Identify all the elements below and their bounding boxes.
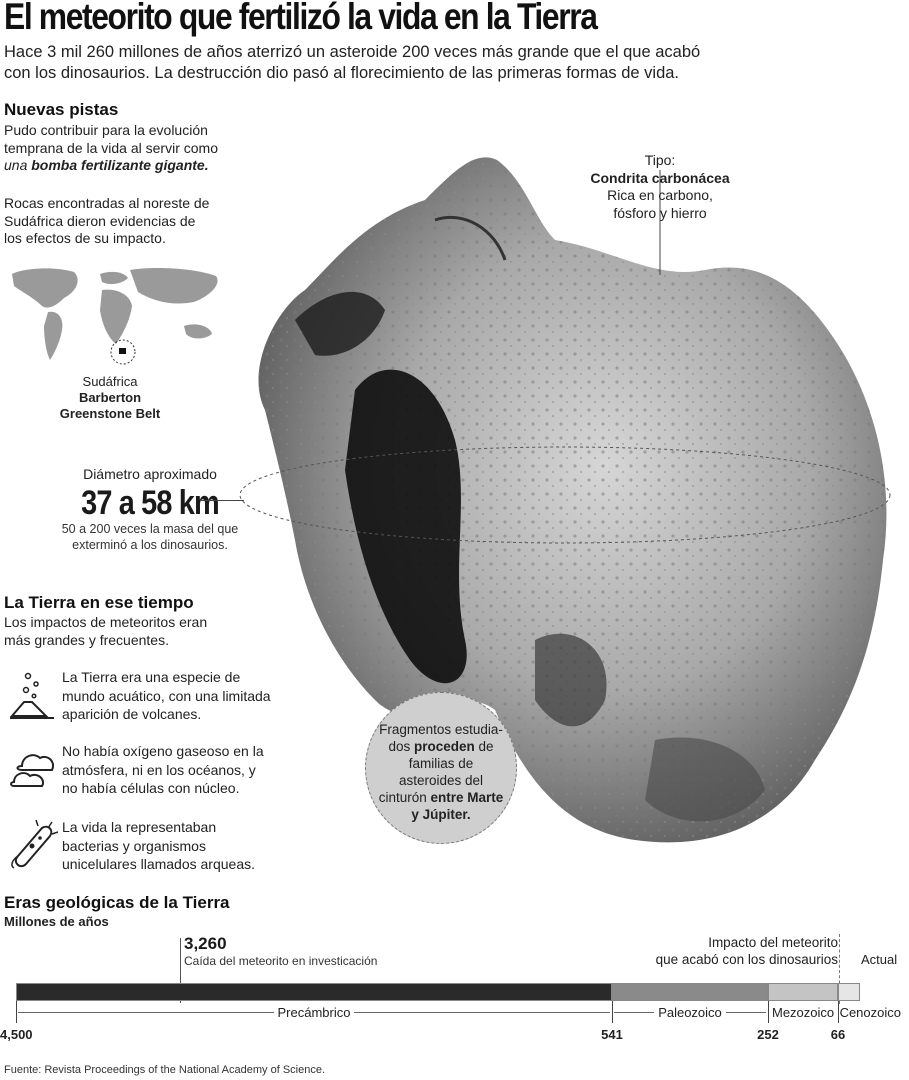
tipo-desc-1: Rica en carbono,	[607, 187, 713, 203]
tipo-block	[560, 152, 760, 222]
era-tick	[768, 1001, 769, 1023]
bacteria-icon	[8, 818, 58, 872]
fragmentos-t2: proceden	[413, 739, 475, 754]
fragmentos-text	[376, 721, 506, 823]
era-bar-cenozoico	[838, 983, 860, 1001]
diametro-value: 37 a 58 km	[81, 483, 219, 522]
era-tick-label: 66	[830, 1027, 846, 1042]
era-tick	[838, 1001, 839, 1023]
diametro-block	[50, 466, 250, 553]
cloud-icon	[8, 742, 58, 796]
pistas-paragraph-1	[4, 122, 244, 175]
tipo-label: Tipo:	[644, 152, 676, 168]
era-label: Mezozoico	[768, 1005, 838, 1020]
era-tick-label: 541	[601, 1027, 623, 1042]
era-bar-precámbrico	[16, 983, 612, 1001]
volcano-icon	[8, 668, 58, 722]
tierra-item-3	[8, 818, 278, 878]
tierra-item-text: No había oxígeno gaseoso en la atmósfera, ni en los océanos, y no había células con núcleo.	[62, 743, 264, 796]
page-title: El meteorito que fertilizó la vida en la Tierra	[4, 0, 597, 37]
tierra-item-text: La Tierra era una especie de mundo acuático, con una limitada aparición de volcanes.	[62, 669, 271, 722]
tierra-item-2	[8, 742, 278, 802]
era-tick	[16, 1001, 17, 1023]
era-tick	[612, 1001, 613, 1023]
dino-impact-block	[640, 934, 838, 968]
impact-value: 3,260	[184, 934, 227, 953]
era-bar-paleozoico	[612, 983, 768, 1001]
era-tick-label: 252	[757, 1027, 779, 1042]
pistas-strong: bomba fertilizante gigante.	[31, 157, 209, 173]
world-map	[4, 262, 236, 372]
era-bar-mezozoico	[768, 983, 838, 1001]
tipo-desc-2: fósforo y hierro	[613, 204, 707, 221]
fragmentos-t3: de familias de asteroides del cinturón	[378, 739, 494, 805]
map-labels	[50, 374, 170, 422]
era-label: Precámbrico	[274, 1005, 355, 1020]
map-label-place: Barberton	[78, 390, 142, 405]
tierra-item-1	[8, 668, 278, 728]
eras-subheading: Millones de años	[4, 914, 109, 929]
tierra-intro: Los impactos de meteoritos eran más grandes y frecuentes.	[4, 614, 208, 648]
pistas-heading: Nuevas pistas	[4, 100, 119, 119]
era-label: Paleozoico	[654, 1005, 726, 1020]
page-subtitle: Hace 3 mil 260 millones de años aterrizó un asteroide 200 veces más grande que el que acabó con los dinosaurios. La destrucción dio pasó al florecimiento de las primeras formas de vida.	[4, 43, 701, 82]
impact-label: Caída del meteorito en investicación	[184, 954, 378, 968]
fragmentos-t1: Fragmentos estudia-dos	[379, 722, 503, 754]
fragmentos-t4: entre Marte y Júpiter.	[411, 790, 504, 822]
map-label-country: Sudáfrica	[82, 374, 138, 389]
map-label-belt: Greenstone Belt	[59, 406, 161, 421]
eras-heading: Eras geológicas de la Tierra	[4, 893, 230, 912]
diametro-note: 50 a 200 veces la masa del que exterminó a los dinosaurios.	[61, 521, 239, 552]
actual-label: Actual	[861, 952, 898, 967]
pistas-em: una	[4, 157, 32, 173]
era-label: Cenozoico	[836, 1005, 905, 1020]
tierra-heading: La Tierra en ese tiempo	[4, 593, 194, 612]
era-tick-label: 4,500	[0, 1027, 33, 1042]
pistas-paragraph-2: Rocas encontradas al noreste de Sudáfrica dieron evidencias de los efectos de su impacto.	[4, 195, 210, 246]
diametro-line	[200, 500, 244, 501]
diametro-label: Diámetro aproximado	[83, 466, 217, 482]
source-note: Fuente: Revista Proceedings of the National Academy of Science.	[4, 1064, 326, 1076]
fragmentos-callout	[365, 692, 517, 844]
dino-label-1: Impacto del meteorito	[708, 935, 838, 950]
dino-label-2: que acabó con los dinosaurios	[655, 952, 838, 967]
pistas-text: Pudo contribuir para la evolución temprana de la vida al servir como	[4, 122, 218, 156]
tierra-item-text: La vida la representaban bacterias y organismos unicelulares llamados arqueas.	[62, 819, 255, 872]
asteroid-image	[235, 140, 905, 870]
tipo-name: Condrita carbonácea	[590, 169, 730, 186]
